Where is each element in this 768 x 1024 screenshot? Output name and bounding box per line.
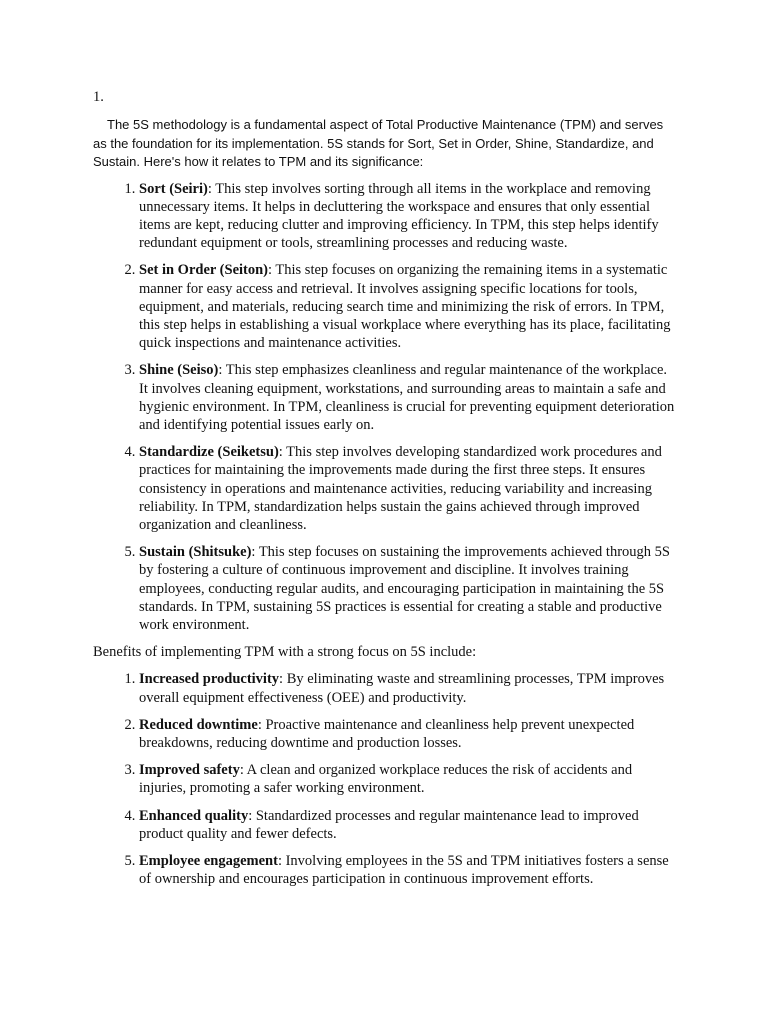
benefit-text: : Proactive maintenance and cleanliness help prevent unexpected breakdowns, reducing downtime and production losses. [139,716,635,751]
step-term: Set in Order (Seiton) [139,262,269,279]
list-item [139,543,678,634]
list-item [139,261,678,352]
step-term: Sustain (Shitsuke) [139,544,252,561]
step-term: Shine (Seiso) [139,362,219,379]
benefit-text: : Standardized processes and regular maintenance lead to improved product quality and fewer defects. [139,807,639,842]
list-item [139,443,678,534]
step-text: : This step involves developing standardized work procedures and practices for maintaining the improvements made during the first three steps. It ensures consistency in operations and maintenance activities, reducing variability and increasing reliability. In TPM, standardization helps sustain the gains achieved through improved organization and cleanliness. [139,444,662,533]
benefit-term: Improved safety [139,762,240,779]
benefit-text: : Involving employees in the 5S and TPM initiatives fosters a sense of ownership and encourages participation in continuous improvement efforts. [139,853,669,888]
benefit-text: : By eliminating waste and streamlining processes, TPM improves overall equipment effectiveness (OEE) and productivity. [139,671,665,706]
benefit-text: : A clean and organized workplace reduces the risk of accidents and injuries, promoting a safer working environment. [139,762,633,797]
steps-list [93,180,678,635]
step-text: : This step focuses on organizing the remaining items in a systematic manner for easy access and retrieval. It involves assigning specific locations for tools, equipment, and materials, reducing search time and minimizing the risk of errors. In TPM, this step helps in establishing a visual workplace where everything has its place, facilitating quick inspections and maintenance activities. [139,262,671,352]
benefit-term: Employee engagement [139,853,278,869]
list-item [139,180,678,253]
list-item [139,761,678,797]
step-text: : This step emphasizes cleanliness and regular maintenance of the workplace. It involves cleaning equipment, workstations, and surrounding areas to maintain a safe and hygienic environment. In TPM, cleanliness is crucial for preventing equipment deterioration and identifying potential issues early on. [139,362,675,433]
benefit-term: Reduced downtime [139,716,258,733]
list-item [139,716,678,752]
step-text: : This step involves sorting through all items in the workplace and removing unnecessary items. It helps in decluttering the workspace and ensures that only essential items are kept, reducing clutter and improving efficiency. In TPM, this step helps identify redundant equipment or tools, streamlining processes and reducing waste. [139,180,659,252]
list-item [139,852,678,888]
list-item [139,361,678,434]
benefits-intro: Benefits of implementing TPM with a strong focus on 5S include: [93,644,477,661]
benefits-list [93,670,678,888]
benefit-term: Increased productivity [139,671,280,688]
section-number: 1. [93,89,104,105]
list-item [139,807,678,843]
step-term: Standardize (Seiketsu) [139,444,279,461]
step-term: Sort (Seiri) [139,180,208,197]
benefit-term: Enhanced quality [139,807,249,824]
intro-paragraph: The 5S methodology is a fundamental aspect of Total Productive Maintenance (TPM) and serves as the foundation for its implementation. 5S stands for Sort, Set in Order, Shine, Standardize, and Sustain. Here's how it relates to TPM and its significance: [93,117,664,169]
step-text: : This step focuses on sustaining the improvements achieved through 5S by fostering a culture of continuous improvement and discipline. It involves training employees, conducting regular audits, and encouraging participation in maintaining the 5S standards. In TPM, sustaining 5S practices is essential for creating a stable and productive work environment. [139,544,670,633]
list-item [139,670,678,706]
